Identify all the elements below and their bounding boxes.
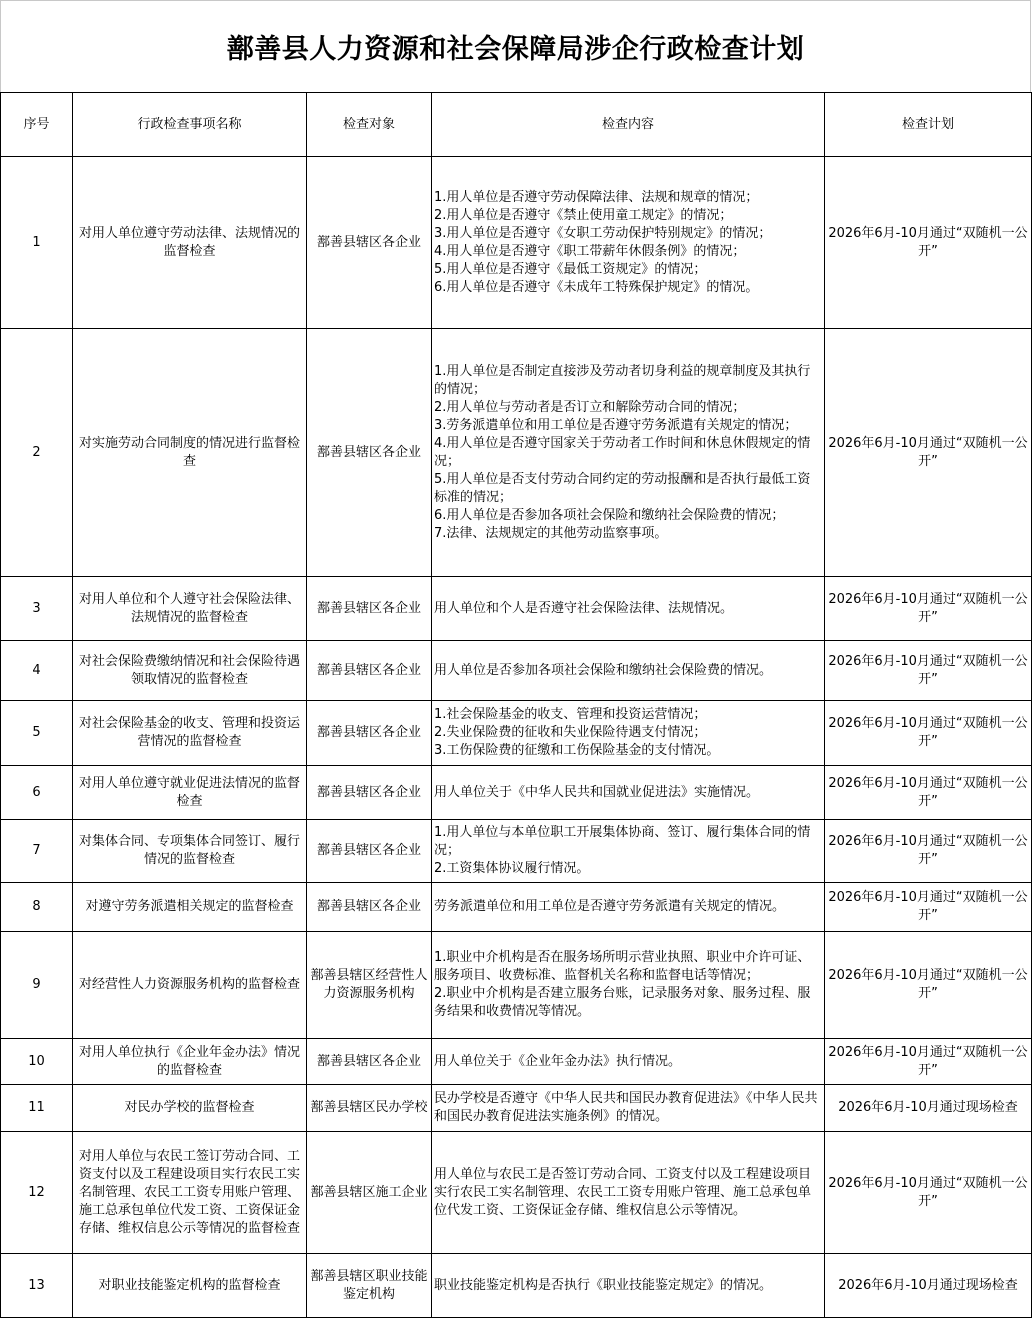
title-bar [0, 0, 1031, 92]
content-line: 用人单位关于《中华人民共和国就业促进法》实施情况。 [434, 784, 760, 800]
content-line: 2.工资集体协议履行情况。 [434, 861, 590, 876]
inspection-plan: 2026年6月-10月通过“双随机一公开” [825, 329, 1032, 577]
content-line: 1.用人单位是否制定直接涉及劳动者切身利益的规章制度及其执行的情况； [434, 363, 811, 397]
row-number: 6 [1, 766, 73, 820]
table-body [1, 157, 1032, 1318]
inspection-target: 鄯善县辖区经营性人力资源服务机构 [307, 932, 432, 1039]
inspection-item-name: 对用人单位与农民工签订劳动合同、工资支付以及工程建设项目实行农民工实名制管理、农民工工资专用账户管理、施工总承包单位代发工资、工资保证金存储、维权信息公示等情况的监督检查 [73, 1132, 307, 1254]
inspection-content [432, 820, 825, 883]
content-line: 2.职业中介机构是否建立服务台账，记录服务对象、服务过程、服务结果和收费情况等情况。 [434, 986, 811, 1019]
row-number: 2 [1, 329, 73, 577]
inspection-target: 鄯善县辖区各企业 [307, 577, 432, 641]
inspection-plan: 2026年6月-10月通过“双随机一公开” [825, 766, 1032, 820]
inspection-target: 鄯善县辖区各企业 [307, 701, 432, 766]
content-line: 1.社会保险基金的收支、管理和投资运营情况； [434, 707, 707, 722]
inspection-plan: 2026年6月-10月通过“双随机一公开” [825, 1132, 1032, 1254]
inspection-content [432, 641, 825, 701]
table-row [1, 577, 1032, 641]
content-line: 用人单位关于《企业年金办法》执行情况。 [434, 1053, 682, 1069]
document-title: 鄯善县人力资源和社会保障局涉企行政检查计划 [226, 34, 805, 65]
table-row [1, 329, 1032, 577]
inspection-target: 鄯善县辖区各企业 [307, 1039, 432, 1085]
content-line: 6.用人单位是否遵守《未成年工特殊保护规定》的情况。 [434, 279, 759, 295]
inspection-content [432, 701, 825, 766]
inspection-plan: 2026年6月-10月通过“双随机一公开” [825, 577, 1032, 641]
row-number: 12 [1, 1132, 73, 1254]
content-line: 用人单位是否参加各项社会保险和缴纳社会保险费的情况。 [434, 662, 773, 678]
table-row [1, 932, 1032, 1039]
table-row [1, 883, 1032, 932]
content-line: 3.劳务派遣单位和用工单位是否遵守劳务派遣有关规定的情况； [434, 417, 798, 433]
inspection-item-name: 对社会保险基金的收支、管理和投资运营情况的监督检查 [73, 701, 307, 766]
table-row [1, 641, 1032, 701]
header-target: 检查对象 [307, 93, 432, 157]
inspection-content [432, 329, 825, 577]
inspection-target: 鄯善县辖区各企业 [307, 883, 432, 932]
content-line: 7.法律、法规规定的其他劳动监察事项。 [434, 525, 668, 541]
inspection-item-name: 对用人单位遵守劳动法律、法规情况的监督检查 [73, 157, 307, 329]
content-line: 6.用人单位是否参加各项社会保险和缴纳社会保险费的情况； [434, 507, 785, 523]
inspection-item-name: 对用人单位遵守就业促进法情况的监督检查 [73, 766, 307, 820]
table-row [1, 1254, 1032, 1318]
content-line: 职业技能鉴定机构是否执行《职业技能鉴定规定》的情况。 [434, 1277, 773, 1293]
row-number: 11 [1, 1085, 73, 1132]
inspection-plan: 2026年6月-10月通过“双随机一公开” [825, 157, 1032, 329]
inspection-item-name: 对集体合同、专项集体合同签订、履行情况的监督检查 [73, 820, 307, 883]
row-number: 9 [1, 932, 73, 1039]
inspection-plan: 2026年6月-10月通过“双随机一公开” [825, 641, 1032, 701]
table-row [1, 820, 1032, 883]
content-line: 2.失业保险费的征收和失业保险待遇支付情况； [434, 725, 707, 740]
inspection-plan: 2026年6月-10月通过现场检查 [825, 1085, 1032, 1132]
row-number: 5 [1, 701, 73, 766]
content-line: 用人单位和个人是否遵守社会保险法律、法规情况。 [434, 600, 734, 616]
content-line: 3.用人单位是否遵守《女职工劳动保护特别规定》的情况； [434, 225, 772, 241]
inspection-plan-table [0, 92, 1032, 1318]
inspection-item-name: 对社会保险费缴纳情况和社会保险待遇领取情况的监督检查 [73, 641, 307, 701]
header-name: 行政检查事项名称 [73, 93, 307, 157]
row-number: 13 [1, 1254, 73, 1318]
content-line: 2.用人单位与劳动者是否订立和解除劳动合同的情况； [434, 399, 746, 415]
inspection-item-name: 对用人单位执行《企业年金办法》情况的监督检查 [73, 1039, 307, 1085]
inspection-item-name: 对职业技能鉴定机构的监督检查 [73, 1254, 307, 1318]
content-line: 劳务派遣单位和用工单位是否遵守劳务派遣有关规定的情况。 [434, 899, 786, 914]
table-row [1, 701, 1032, 766]
header-content: 检查内容 [432, 93, 825, 157]
content-line: 3.工伤保险费的征缴和工伤保险基金的支付情况。 [434, 743, 720, 758]
inspection-target: 鄯善县辖区各企业 [307, 329, 432, 577]
inspection-plan: 2026年6月-10月通过现场检查 [825, 1254, 1032, 1318]
inspection-plan: 2026年6月-10月通过“双随机一公开” [825, 701, 1032, 766]
content-line: 4.用人单位是否遵守国家关于劳动者工作时间和休息休假规定的情况； [434, 435, 811, 469]
inspection-target: 鄯善县辖区各企业 [307, 766, 432, 820]
inspection-target: 鄯善县辖区各企业 [307, 157, 432, 329]
inspection-content [432, 157, 825, 329]
inspection-plan: 2026年6月-10月通过“双随机一公开” [825, 932, 1032, 1039]
table-row [1, 766, 1032, 820]
content-line: 2.用人单位是否遵守《禁止使用童工规定》的情况； [434, 207, 733, 223]
table-header-row [1, 93, 1032, 157]
row-number: 1 [1, 157, 73, 329]
inspection-plan: 2026年6月-10月通过“双随机一公开” [825, 820, 1032, 883]
inspection-plan: 2026年6月-10月通过“双随机一公开” [825, 883, 1032, 932]
table-row [1, 1085, 1032, 1132]
row-number: 4 [1, 641, 73, 701]
inspection-item-name: 对经营性人力资源服务机构的监督检查 [73, 932, 307, 1039]
inspection-plan: 2026年6月-10月通过“双随机一公开” [825, 1039, 1032, 1085]
inspection-content [432, 932, 825, 1039]
row-number: 3 [1, 577, 73, 641]
row-number: 10 [1, 1039, 73, 1085]
row-number: 7 [1, 820, 73, 883]
content-line: 5.用人单位是否支付劳动合同约定的劳动报酬和是否执行最低工资标准的情况； [434, 471, 811, 505]
table-row [1, 1132, 1032, 1254]
content-line: 1.用人单位是否遵守劳动保障法律、法规和规章的情况； [434, 189, 759, 205]
row-number: 8 [1, 883, 73, 932]
inspection-item-name: 对民办学校的监督检查 [73, 1085, 307, 1132]
inspection-content [432, 1085, 825, 1132]
header-plan: 检查计划 [825, 93, 1032, 157]
inspection-item-name: 对用人单位和个人遵守社会保险法律、法规情况的监督检查 [73, 577, 307, 641]
inspection-target: 鄯善县辖区各企业 [307, 820, 432, 883]
inspection-target: 鄯善县辖区职业技能鉴定机构 [307, 1254, 432, 1318]
content-line: 1.用人单位与本单位职工开展集体协商、签订、履行集体合同的情况； [434, 825, 811, 858]
content-line: 用人单位与农民工是否签订劳动合同、工资支付以及工程建设项目实行农民工实名制管理、农民工工资专用账户管理、施工总承包单位代发工资、工资保证金存储、维权信息公示等情况。 [434, 1166, 812, 1218]
table-row [1, 1039, 1032, 1085]
inspection-target: 鄯善县辖区各企业 [307, 641, 432, 701]
header-no: 序号 [1, 93, 73, 157]
content-line: 1.职业中介机构是否在服务场所明示营业执照、职业中介许可证、服务项目、收费标准、监督机关名称和监督电话等情况； [434, 950, 811, 983]
inspection-content [432, 883, 825, 932]
inspection-content [432, 1254, 825, 1318]
content-line: 4.用人单位是否遵守《职工带薪年休假条例》的情况； [434, 243, 746, 259]
inspection-target: 鄯善县辖区施工企业 [307, 1132, 432, 1254]
inspection-content [432, 1132, 825, 1254]
inspection-content [432, 1039, 825, 1085]
inspection-content [432, 766, 825, 820]
inspection-target: 鄯善县辖区民办学校 [307, 1085, 432, 1132]
table-row [1, 157, 1032, 329]
inspection-content [432, 577, 825, 641]
inspection-item-name: 对遵守劳务派遣相关规定的监督检查 [73, 883, 307, 932]
content-line: 5.用人单位是否遵守《最低工资规定》的情况； [434, 261, 707, 277]
inspection-item-name: 对实施劳动合同制度的情况进行监督检查 [73, 329, 307, 577]
content-line: 民办学校是否遵守《中华人民共和国民办教育促进法》《中华人民共和国民办教育促进法实施条例》的情况。 [434, 1091, 818, 1124]
